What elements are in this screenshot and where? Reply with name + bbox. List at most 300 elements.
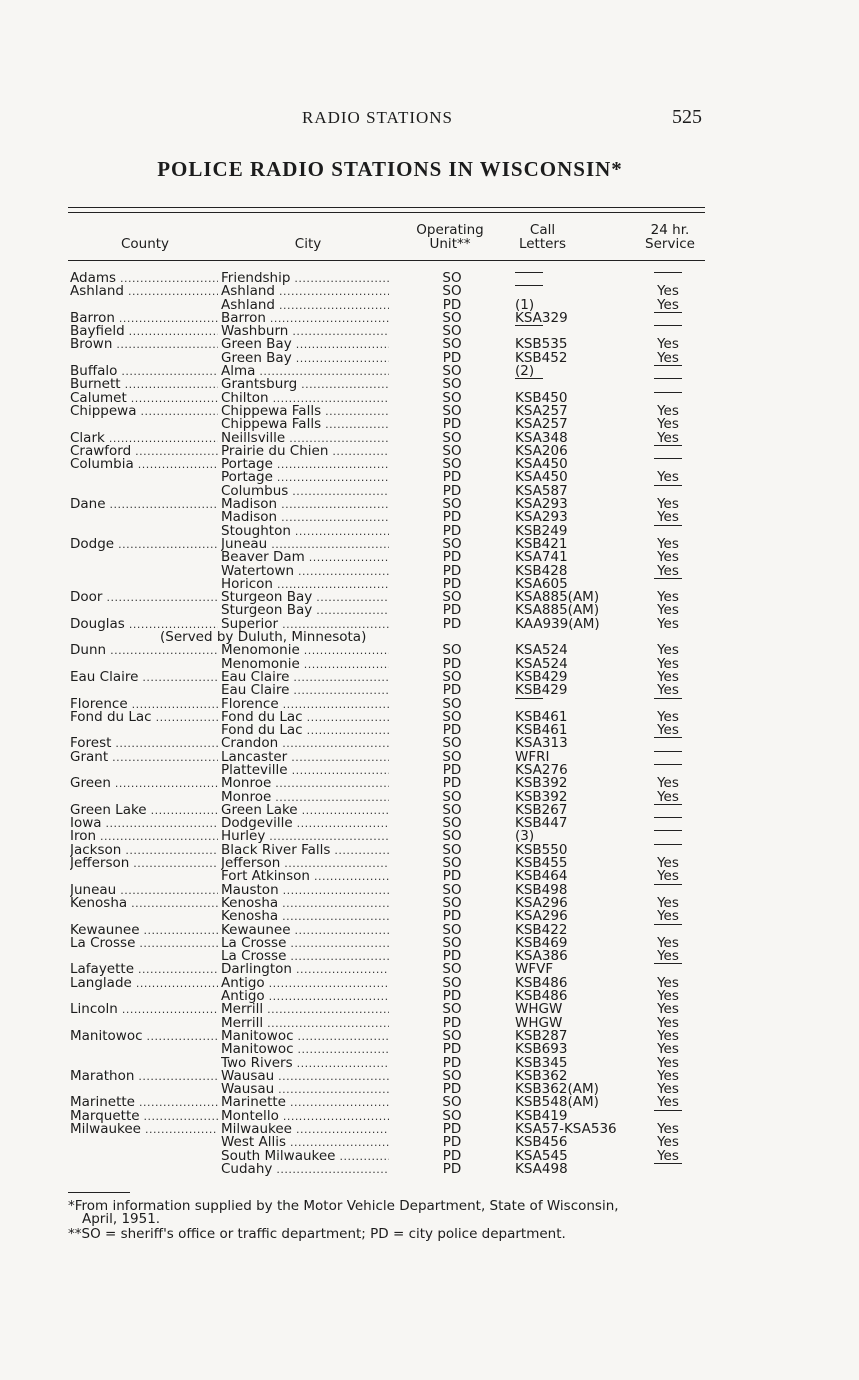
unit-cell: PD (442, 469, 462, 486)
table-row (0, 442, 859, 459)
county-cell: Lafayette ..... (70, 963, 218, 976)
city-cell: Crandon ..... (221, 737, 389, 750)
call-letters-cell: KSA605 (515, 575, 568, 592)
unit-cell: SO (442, 881, 462, 898)
table-row (0, 471, 859, 484)
unit-cell: SO (442, 801, 462, 818)
table-row (0, 1123, 859, 1136)
table-row (0, 801, 859, 818)
unit-cell: SO (442, 921, 462, 938)
county-cell: Jefferson ..... (70, 857, 218, 870)
call-letters-cell: KSB392 (515, 788, 568, 805)
unit-cell: SO (442, 496, 462, 513)
unit-cell: PD (442, 575, 462, 592)
city-cell: Antigo ..... (221, 977, 389, 990)
unit-cell: PD (442, 948, 462, 965)
unit-cell: PD (442, 775, 462, 792)
call-letters-cell: KSB486 (515, 988, 568, 1005)
dash-mark (654, 817, 682, 831)
table-row (0, 535, 859, 552)
city-cell: Columbus ..... (221, 485, 389, 498)
city-cell: Ashland ..... (221, 299, 389, 312)
service-cell: Yes (657, 722, 679, 739)
call-letters-cell: KSB498 (515, 881, 568, 898)
city-cell: Florence ..... (221, 698, 389, 711)
unit-cell: PD (442, 1054, 462, 1071)
service-cell (648, 365, 688, 379)
table-note-row (0, 631, 859, 644)
page-title (0, 157, 780, 182)
call-letters-cell: KSA885(AM) (515, 602, 600, 619)
service-cell: Yes (657, 562, 679, 579)
service-cell: Yes (657, 1134, 679, 1151)
unit-cell: SO (442, 376, 462, 393)
table-row (0, 841, 859, 858)
unit-cell: PD (442, 509, 462, 526)
footnote-source-line1: *From information supplied by the Motor Vehicle Department, State of Wisconsin, (68, 1198, 619, 1214)
county-cell: Marathon ..... (70, 1070, 218, 1083)
county-cell: Buffalo ..... (70, 365, 218, 378)
service-cell: Yes (657, 496, 679, 513)
service-cell: Yes (657, 349, 679, 366)
footnote-source (68, 1200, 708, 1226)
unit-cell: SO (442, 1027, 462, 1044)
table-row (0, 857, 859, 870)
call-letters-cell: KSB486 (515, 974, 568, 991)
table-row (0, 482, 859, 499)
unit-cell: PD (442, 1134, 462, 1151)
service-cell: Yes (657, 988, 679, 1005)
county-cell: Marinette ..... (70, 1096, 218, 1109)
header-rule (68, 260, 705, 261)
table-row (0, 1014, 859, 1031)
col-header-unit-line2: Unit** (429, 236, 471, 252)
city-cell: Ashland ..... (221, 285, 389, 298)
unit-cell: SO (442, 456, 462, 473)
dash-mark (654, 378, 682, 392)
call-letters-cell: KSB392 (515, 775, 568, 792)
service-cell (648, 804, 688, 818)
service-cell: Yes (657, 708, 679, 725)
city-cell: Stoughton ..... (221, 525, 389, 538)
service-cell: Yes (657, 1054, 679, 1071)
city-cell: Juneau ..... (221, 538, 389, 551)
unit-cell: PD (442, 482, 462, 499)
col-header-city: City (294, 236, 322, 252)
service-cell (648, 737, 688, 751)
county-cell: Fond du Lac ..... (70, 711, 218, 724)
city-cell: Manitowoc ..... (221, 1043, 389, 1056)
service-cell (648, 817, 688, 831)
service-cell: Yes (657, 934, 679, 951)
city-cell: Jefferson ..... (221, 857, 389, 870)
call-letters-cell: (3) (515, 828, 535, 845)
col-header-unit (400, 223, 500, 251)
call-letters-cell: (1) (515, 296, 535, 313)
unit-cell: SO (442, 828, 462, 845)
service-cell (648, 751, 688, 765)
call-letters-cell: KSB429 (515, 682, 568, 699)
unit-cell: PD (442, 562, 462, 579)
service-cell: Yes (657, 1081, 679, 1098)
unit-cell: SO (442, 1107, 462, 1124)
call-letters-cell: WHGW (515, 1014, 563, 1031)
table-row (0, 389, 859, 406)
city-cell: Washburn ..... (221, 325, 389, 338)
top-rule-second (68, 212, 705, 213)
county-cell: Chippewa ..... (70, 405, 218, 418)
table-row (0, 708, 859, 725)
unit-cell: SO (442, 974, 462, 991)
county-cell: Adams ..... (70, 272, 218, 285)
table-row (0, 1027, 859, 1044)
county-cell: Eau Claire ..... (70, 671, 218, 684)
page-title-text: POLICE RADIO STATIONS IN WISCONSIN* (157, 157, 623, 181)
city-cell: Merrill ..... (221, 1017, 389, 1030)
unit-cell: PD (442, 868, 462, 885)
call-letters-cell: KSB456 (515, 1134, 568, 1151)
county-cell: Langlade ..... (70, 977, 218, 990)
unit-cell: PD (442, 522, 462, 539)
table-row (0, 498, 859, 511)
county-cell: Clark ..... (70, 432, 218, 445)
table-row (0, 1107, 859, 1124)
city-cell: Fond du Lac ..... (221, 724, 389, 737)
city-cell: Kenosha ..... (221, 897, 389, 910)
unit-cell: SO (442, 1094, 462, 1111)
city-cell: Kewaunee ..... (221, 924, 389, 937)
call-letters-cell: KSB419 (515, 1107, 568, 1124)
county-cell: La Crosse ..... (70, 937, 218, 950)
call-letters-cell: KSA257 (515, 402, 568, 419)
call-letters-cell: KSA296 (515, 894, 568, 911)
unit-cell: PD (442, 1014, 462, 1031)
dash-mark (654, 445, 682, 459)
city-cell: West Allis ..... (221, 1136, 389, 1149)
county-cell: Grant ..... (70, 751, 218, 764)
county-cell: Burnett ..... (70, 378, 218, 391)
table-row (0, 1096, 859, 1109)
city-cell: Two Rivers ..... (221, 1057, 389, 1070)
city-cell: La Crosse ..... (221, 937, 389, 950)
service-cell (648, 445, 688, 459)
dash-mark (654, 804, 682, 818)
unit-cell: SO (442, 270, 462, 286)
county-cell: Brown ..... (70, 338, 218, 351)
call-letters-cell: KSB550 (515, 841, 568, 858)
running-head (0, 108, 859, 130)
col-header-call (500, 223, 585, 251)
col-header-service-line1: 24 hr. (650, 222, 690, 238)
service-cell: Yes (657, 642, 679, 659)
service-cell: Yes (657, 948, 679, 965)
table-row (0, 402, 859, 419)
table-row (0, 604, 859, 617)
city-cell: Portage ..... (221, 458, 389, 471)
table-row (0, 963, 859, 976)
table-row (0, 748, 859, 765)
table-row (0, 870, 859, 883)
call-letters-cell: KSA386 (515, 948, 568, 965)
call-letters-cell: KSB287 (515, 1027, 568, 1044)
dash-mark (654, 737, 682, 751)
call-letters-cell: KSA293 (515, 509, 568, 526)
city-cell: Chilton ..... (221, 392, 389, 405)
city-cell: Platteville ..... (221, 764, 389, 777)
col-header-call-line2: Letters (518, 236, 567, 252)
call-letters-cell: KSA296 (515, 908, 568, 925)
call-letters-cell: KSA276 (515, 761, 568, 778)
call-letters-cell: KSB548(AM) (515, 1094, 599, 1111)
call-letters-cell: KSA450 (515, 456, 568, 473)
county-cell: Forest ..... (70, 737, 218, 750)
city-cell: Sturgeon Bay ..... (221, 604, 389, 617)
call-letters-cell: KSA498 (515, 1160, 568, 1177)
service-cell: Yes (657, 908, 679, 925)
city-cell: Chippewa Falls ..... (221, 418, 389, 431)
unit-cell: SO (442, 389, 462, 406)
city-cell: Mauston ..... (221, 884, 389, 897)
city-cell: Wausau ..... (221, 1070, 389, 1083)
table-row (0, 894, 859, 911)
unit-cell: PD (442, 908, 462, 925)
service-cell: Yes (657, 788, 679, 805)
service-cell (648, 378, 688, 392)
unit-cell: SO (442, 815, 462, 832)
col-header-county: County (120, 236, 170, 252)
unit-cell: SO (442, 323, 462, 340)
service-cell: Yes (657, 894, 679, 911)
city-cell: Montello ..... (221, 1110, 389, 1123)
call-letters-cell: KSA741 (515, 549, 568, 566)
unit-cell: SO (442, 748, 462, 765)
service-cell (648, 1163, 688, 1177)
county-cell: Green Lake ..... (70, 804, 218, 817)
table-row (0, 761, 859, 778)
city-cell: Dodgeville ..... (221, 817, 389, 830)
table-row (0, 1067, 859, 1084)
table-row (0, 1043, 859, 1056)
service-cell: Yes (657, 1001, 679, 1018)
city-cell: South Milwaukee ..... (221, 1150, 389, 1163)
table-row (0, 562, 859, 579)
city-cell: Green Bay ..... (221, 338, 389, 351)
unit-cell: PD (442, 1041, 462, 1058)
call-letters-cell: KSB249 (515, 522, 568, 539)
call-letters-cell: KSB461 (515, 708, 568, 725)
county-cell: Kewaunee ..... (70, 924, 218, 937)
table-row (0, 349, 859, 366)
service-cell: Yes (657, 668, 679, 685)
call-letters-cell: KSB345 (515, 1054, 568, 1071)
table-row (0, 644, 859, 657)
call-letters-cell: KSB362 (515, 1067, 568, 1084)
county-cell: Iron ..... (70, 830, 218, 843)
unit-cell: SO (442, 535, 462, 552)
unit-cell: SO (442, 855, 462, 872)
unit-cell: PD (442, 722, 462, 739)
city-cell: Black River Falls ..... (221, 844, 389, 857)
call-letters-cell: KSB461 (515, 722, 568, 739)
unit-cell: SO (442, 402, 462, 419)
unit-cell: SO (442, 1067, 462, 1084)
footnote-abbreviations: **SO = sheriff's office or traffic department; PD = city police department. (68, 1226, 566, 1242)
call-letters-cell: KSA450 (515, 469, 568, 486)
table-row (0, 615, 859, 632)
unit-cell: SO (442, 894, 462, 911)
city-cell: Eau Claire ..... (221, 684, 389, 697)
dash-mark (654, 751, 682, 765)
city-cell: Merrill ..... (221, 1003, 389, 1016)
table-row (0, 285, 859, 298)
city-cell: Kenosha ..... (221, 910, 389, 923)
unit-cell: PD (442, 761, 462, 778)
table-row (0, 788, 859, 805)
service-cell: Yes (657, 402, 679, 419)
call-letters-cell: KSA329 (515, 309, 568, 326)
county-cell: Lincoln ..... (70, 1003, 218, 1016)
unit-cell: SO (442, 695, 462, 712)
call-letters-cell: KSB469 (515, 934, 568, 951)
service-cell: Yes (657, 868, 679, 885)
city-cell: Menomonie ..... (221, 658, 389, 671)
unit-cell: PD (442, 1081, 462, 1098)
city-cell: Watertown ..... (221, 565, 389, 578)
service-cell: Yes (657, 855, 679, 872)
call-letters-cell: KSA587 (515, 482, 568, 499)
call-letters-cell: KSB447 (515, 815, 568, 832)
county-cell: Jackson ..... (70, 844, 218, 857)
city-cell: Madison ..... (221, 498, 389, 511)
footnote-rule (68, 1192, 130, 1193)
table-row (0, 695, 859, 712)
city-cell: Barron ..... (221, 312, 389, 325)
service-cell: Yes (657, 682, 679, 699)
service-cell (648, 312, 688, 326)
table-row (0, 591, 859, 604)
service-cell: Yes (657, 1121, 679, 1137)
service-cell: Yes (657, 283, 679, 300)
table-row (0, 458, 859, 471)
dash-mark (654, 312, 682, 326)
city-cell: Darlington ..... (221, 963, 389, 976)
city-cell: Lancaster ..... (221, 751, 389, 764)
unit-cell: SO (442, 363, 462, 380)
county-cell: Milwaukee ..... (70, 1123, 218, 1136)
table-row (0, 830, 859, 843)
service-cell: Yes (657, 509, 679, 526)
table-row (0, 511, 859, 524)
county-cell: Green ..... (70, 777, 218, 790)
city-cell: Milwaukee ..... (221, 1123, 389, 1136)
unit-cell: PD (442, 682, 462, 699)
county-cell: Douglas ..... (70, 618, 218, 631)
call-letters-cell: KSB422 (515, 921, 568, 938)
service-cell: Yes (657, 1094, 679, 1111)
county-cell: Barron ..... (70, 312, 218, 325)
table-row (0, 429, 859, 446)
call-letters-cell: WHGW (515, 1001, 563, 1018)
table-row (0, 974, 859, 991)
call-letters-cell: KSA524 (515, 655, 568, 672)
col-header-service-line2: Service (645, 236, 695, 252)
call-letters-cell: KSA313 (515, 735, 568, 752)
service-cell: Yes (657, 1014, 679, 1031)
city-cell: Monroe ..... (221, 791, 389, 804)
table-row (0, 365, 859, 378)
call-letters-cell: KSB455 (515, 855, 568, 872)
unit-cell: PD (442, 1160, 462, 1177)
unit-cell: SO (442, 309, 462, 326)
service-cell: Yes (657, 655, 679, 672)
footnote-source-line2: April, 1951. (82, 1211, 161, 1227)
county-cell: Iowa ..... (70, 817, 218, 830)
dash-mark (515, 272, 543, 286)
unit-cell: PD (442, 655, 462, 672)
city-cell: Hurley ..... (221, 830, 389, 843)
col-header-unit-line1: Operating (416, 222, 484, 238)
city-cell: Friendship ..... (221, 272, 389, 285)
unit-cell: PD (442, 615, 462, 632)
unit-cell: SO (442, 589, 462, 606)
city-cell: Sturgeon Bay ..... (221, 591, 389, 604)
call-letters-cell: KSB450 (515, 389, 568, 406)
unit-cell: SO (442, 1001, 462, 1018)
call-letters-cell: KSA885(AM) (515, 589, 600, 606)
county-cell: Dane ..... (70, 498, 218, 511)
service-cell: Yes (657, 416, 679, 433)
city-cell: Wausau ..... (221, 1083, 389, 1096)
unit-cell: SO (442, 283, 462, 300)
city-cell: Superior ..... (221, 618, 389, 631)
call-letters-cell: KSA348 (515, 429, 568, 446)
service-cell: Yes (657, 602, 679, 619)
table-row (0, 309, 859, 326)
city-cell: Fort Atkinson ..... (221, 870, 389, 883)
dash-mark (654, 830, 682, 844)
table-row (0, 418, 859, 431)
county-cell: Juneau ..... (70, 884, 218, 897)
city-cell: Horicon ..... (221, 578, 389, 591)
unit-cell: PD (442, 549, 462, 566)
table-row (0, 737, 859, 750)
call-letters-cell: KSB428 (515, 562, 568, 579)
table-row (0, 1003, 859, 1016)
city-cell: Cudahy ..... (221, 1163, 389, 1176)
county-cell: Florence ..... (70, 698, 218, 711)
city-cell: Prairie du Chien ..... (221, 445, 389, 458)
table-row (0, 1054, 859, 1071)
table-row (0, 950, 859, 963)
call-letters-cell: KSA524 (515, 642, 568, 659)
table-row (0, 296, 859, 313)
service-cell: Yes (657, 974, 679, 991)
call-letters-cell: KSA257 (515, 416, 568, 433)
call-letters-cell: KSB362(AM) (515, 1081, 599, 1098)
unit-cell: PD (442, 296, 462, 313)
call-letters-cell: KSB452 (515, 349, 568, 366)
table-row (0, 934, 859, 951)
running-title: RADIO STATIONS (302, 108, 454, 127)
city-cell: Green Bay ..... (221, 352, 389, 365)
col-header-call-line1: Call (529, 222, 556, 238)
call-letters-cell: KAA939(AM) (515, 615, 600, 632)
call-letters-cell: KSB267 (515, 801, 568, 818)
unit-cell: SO (442, 735, 462, 752)
table-row (0, 724, 859, 737)
table-row (0, 817, 859, 830)
unit-cell: PD (442, 349, 462, 366)
